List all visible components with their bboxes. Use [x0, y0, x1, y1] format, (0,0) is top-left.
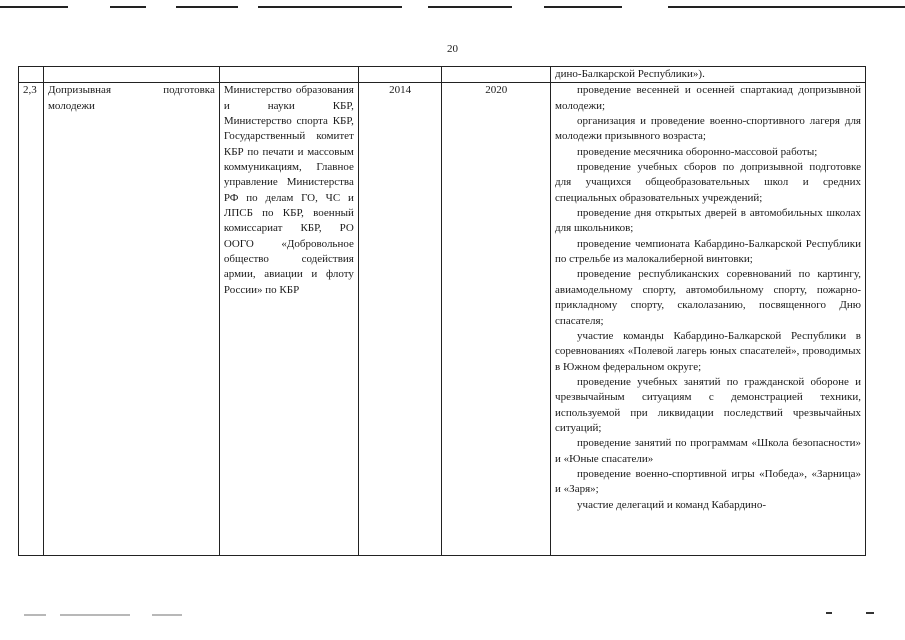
activity-item: проведение чемпионата Кабардино-Балкарской Республики по стрельбе из малокалиберной винтовки; [555, 237, 861, 266]
top-rule-fragment [0, 6, 68, 8]
activity-item: проведение дня открытых дверей в автомобильных школах для школьников; [555, 207, 861, 235]
activity-item: проведение месячника оборонно-массовой работы; [577, 145, 818, 158]
scan-mark [24, 614, 46, 616]
program-table [18, 66, 866, 556]
activity-item: участие делегаций и команд Кабардино- [577, 498, 766, 511]
top-rule-fragment [176, 6, 238, 8]
top-rule-fragment [544, 6, 622, 8]
activity-item: проведение учебных занятий по гражданской обороне и чрезвычайным ситуациям с демонстрацией техники, используемой при ликвидации последствий чрезвычайных ситуаций; [555, 375, 861, 434]
executors: Министерство образования и науки КБР, Министерство спорта КБР, Государственный комитет КБР по печати и массовым коммуникациям, Главное управление Министерства РФ по делам ГО, ЧС и ЛПСБ по КБР, военный комиссариат КБР, РО ООГО «Добровольное общество содействия армии, авиации и флоту России» по КБР [219, 83, 358, 556]
scan-mark [866, 612, 874, 614]
start-year: 2014 [358, 83, 442, 556]
scan-mark [152, 614, 182, 616]
page-number: 20 [447, 43, 458, 55]
top-rule-fragment [110, 6, 146, 8]
continuation-text: дино-Балкарской Республики»). [555, 68, 705, 80]
scan-mark [60, 614, 130, 616]
cell-empty [358, 67, 442, 83]
cell-empty [43, 67, 219, 83]
cell-empty [442, 67, 551, 83]
activity-continuation [551, 67, 866, 83]
activity-item: проведение весенней и осенней спартакиад допризывной молодежи; [555, 84, 861, 112]
scan-mark [826, 612, 832, 614]
activity-item: проведение военно-спортивной игры «Победа», «Зарница» и «Заря»; [555, 467, 861, 496]
top-rule-fragment [668, 6, 905, 8]
top-rule-fragment [428, 6, 512, 8]
table-row [19, 83, 866, 556]
activity-item: проведение республиканских соревнований по картингу, авиамодельному спорту, автомобильному спорту, пожарно-прикладному спорту, скалолазанию, посвященного Дню спасателя; [555, 268, 861, 327]
activity-item: организация и проведение военно-спортивного лагеря для молодежи призывного возраста; [555, 115, 861, 143]
activity-item: проведение учебных сборов по допризывной подготовке для учащихся общеобразовательных школ и средних специальных образовательных учреждений; [555, 161, 861, 204]
activity-item: проведение занятий по программам «Школа безопасности» и «Юные спасатели» [555, 437, 861, 465]
row-number: 2,3 [19, 83, 44, 556]
cell-empty [19, 67, 44, 83]
end-year: 2020 [442, 83, 551, 556]
activity-item: участие команды Кабардино-Балкарской Республики в соревнованиях «Полевой лагерь юных спасателей», проводимых в Южном федеральном округе; [555, 329, 861, 373]
top-rule-fragment [258, 6, 402, 8]
measure-name: Допризывная подготовка молодежи [43, 83, 219, 556]
activities-list [551, 83, 866, 556]
table-row-continuation [19, 67, 866, 83]
cell-empty [219, 67, 358, 83]
